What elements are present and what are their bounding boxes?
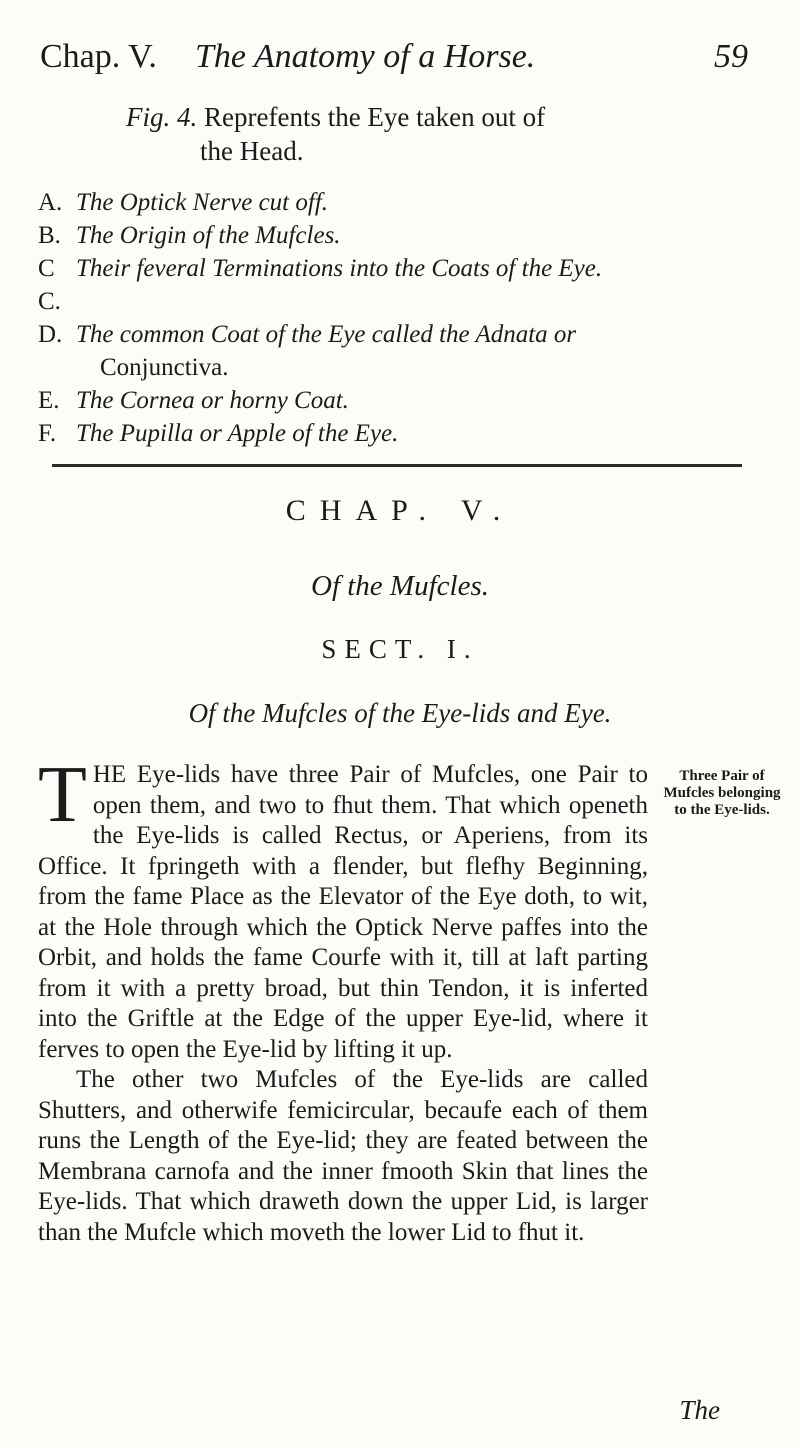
legend-item: [38, 219, 758, 252]
legend-key: E.: [38, 387, 60, 414]
figure-caption-line1: Reprefents the Eye taken out of: [204, 102, 546, 132]
legend-item: [38, 417, 758, 450]
legend-text: The Optick Nerve cut off.: [76, 189, 329, 216]
figure-label: Fig. 4.: [126, 102, 198, 132]
legend-text: The Pupilla or Apple of the Eye.: [76, 420, 399, 447]
paragraph-2: The other two Mufcles of the Eye-lids are called Shutters, and otherwife femicircular, becaufe each of them runs the Length of the Eye-lid; they are feated between the Membrana carnofa and the inner fmooth Skin that lines the Eye-lids. That which draweth down the upper Lid, is larger than the Mufcle which moveth the lower Lid to fhut it.: [38, 1066, 648, 1246]
legend-item: [38, 186, 758, 219]
legend-key: B.: [38, 222, 61, 249]
legend-text: [76, 318, 576, 384]
legend-key: C C.: [38, 255, 61, 315]
legend-text-main: The common Coat of the Eye called the Adnata or: [76, 321, 577, 348]
figure-caption: [126, 100, 686, 168]
figure-legend: [38, 186, 758, 450]
legend-key: F.: [38, 420, 57, 447]
section-title: Of the Mufcles of the Eye-lids and Eye.: [188, 698, 612, 728]
paragraph-1: [38, 751, 648, 1065]
chapter-label: Chap. V.: [40, 38, 157, 75]
paragraph-1-text: HE Eye-lids have three Pair of Mufcles, one Pair to open them, and two to fhut them. That which openeth the Eye-lids is called Rectus, or Aperiens, from its Office. It fpringeth with a flender, but flefhy Beginning, from the fame Place as the Elevator of the Eye doth, to wit, at the Hole through which the Optick Nerve paffes into the Orbit, and holds the fame Courfe with it, till at laft parting from it with a pretty broad, but thin Tendon, it is inferted into the Griftle at the Edge of the upper Eye-lid, where it ferves to open the Eye-lid by lifting it up.: [38, 761, 648, 1063]
book-title: The Anatomy of a Horse.: [195, 38, 536, 75]
legend-key: D.: [38, 321, 63, 348]
catchword: The: [679, 1395, 720, 1425]
drop-cap: T: [38, 751, 87, 839]
legend-item: [38, 384, 758, 417]
legend-text: Their feveral Terminations into the Coats of the Eye.: [76, 255, 603, 282]
page-number: 59: [714, 38, 748, 75]
legend-text: The Cornea or horny Coat.: [76, 387, 349, 414]
section-heading: SECT. I.: [321, 634, 479, 664]
legend-item: [38, 318, 758, 384]
body-text: [38, 751, 648, 1248]
chapter-title: CHAP. V.: [285, 494, 515, 527]
chapter-subtitle: Of the Mufcles.: [311, 570, 489, 602]
legend-key: A.: [38, 189, 63, 216]
legend-text: The Origin of the Mufcles.: [76, 222, 341, 249]
running-head: [0, 30, 800, 82]
figure-caption-line2: the Head.: [200, 136, 304, 166]
margin-note: Three Pair of Mufcles belonging to the Eye-lids.: [663, 768, 781, 818]
legend-item: [38, 252, 758, 318]
divider-rule: [52, 464, 742, 467]
legend-text-continuation: Conjunctiva.: [100, 354, 229, 381]
